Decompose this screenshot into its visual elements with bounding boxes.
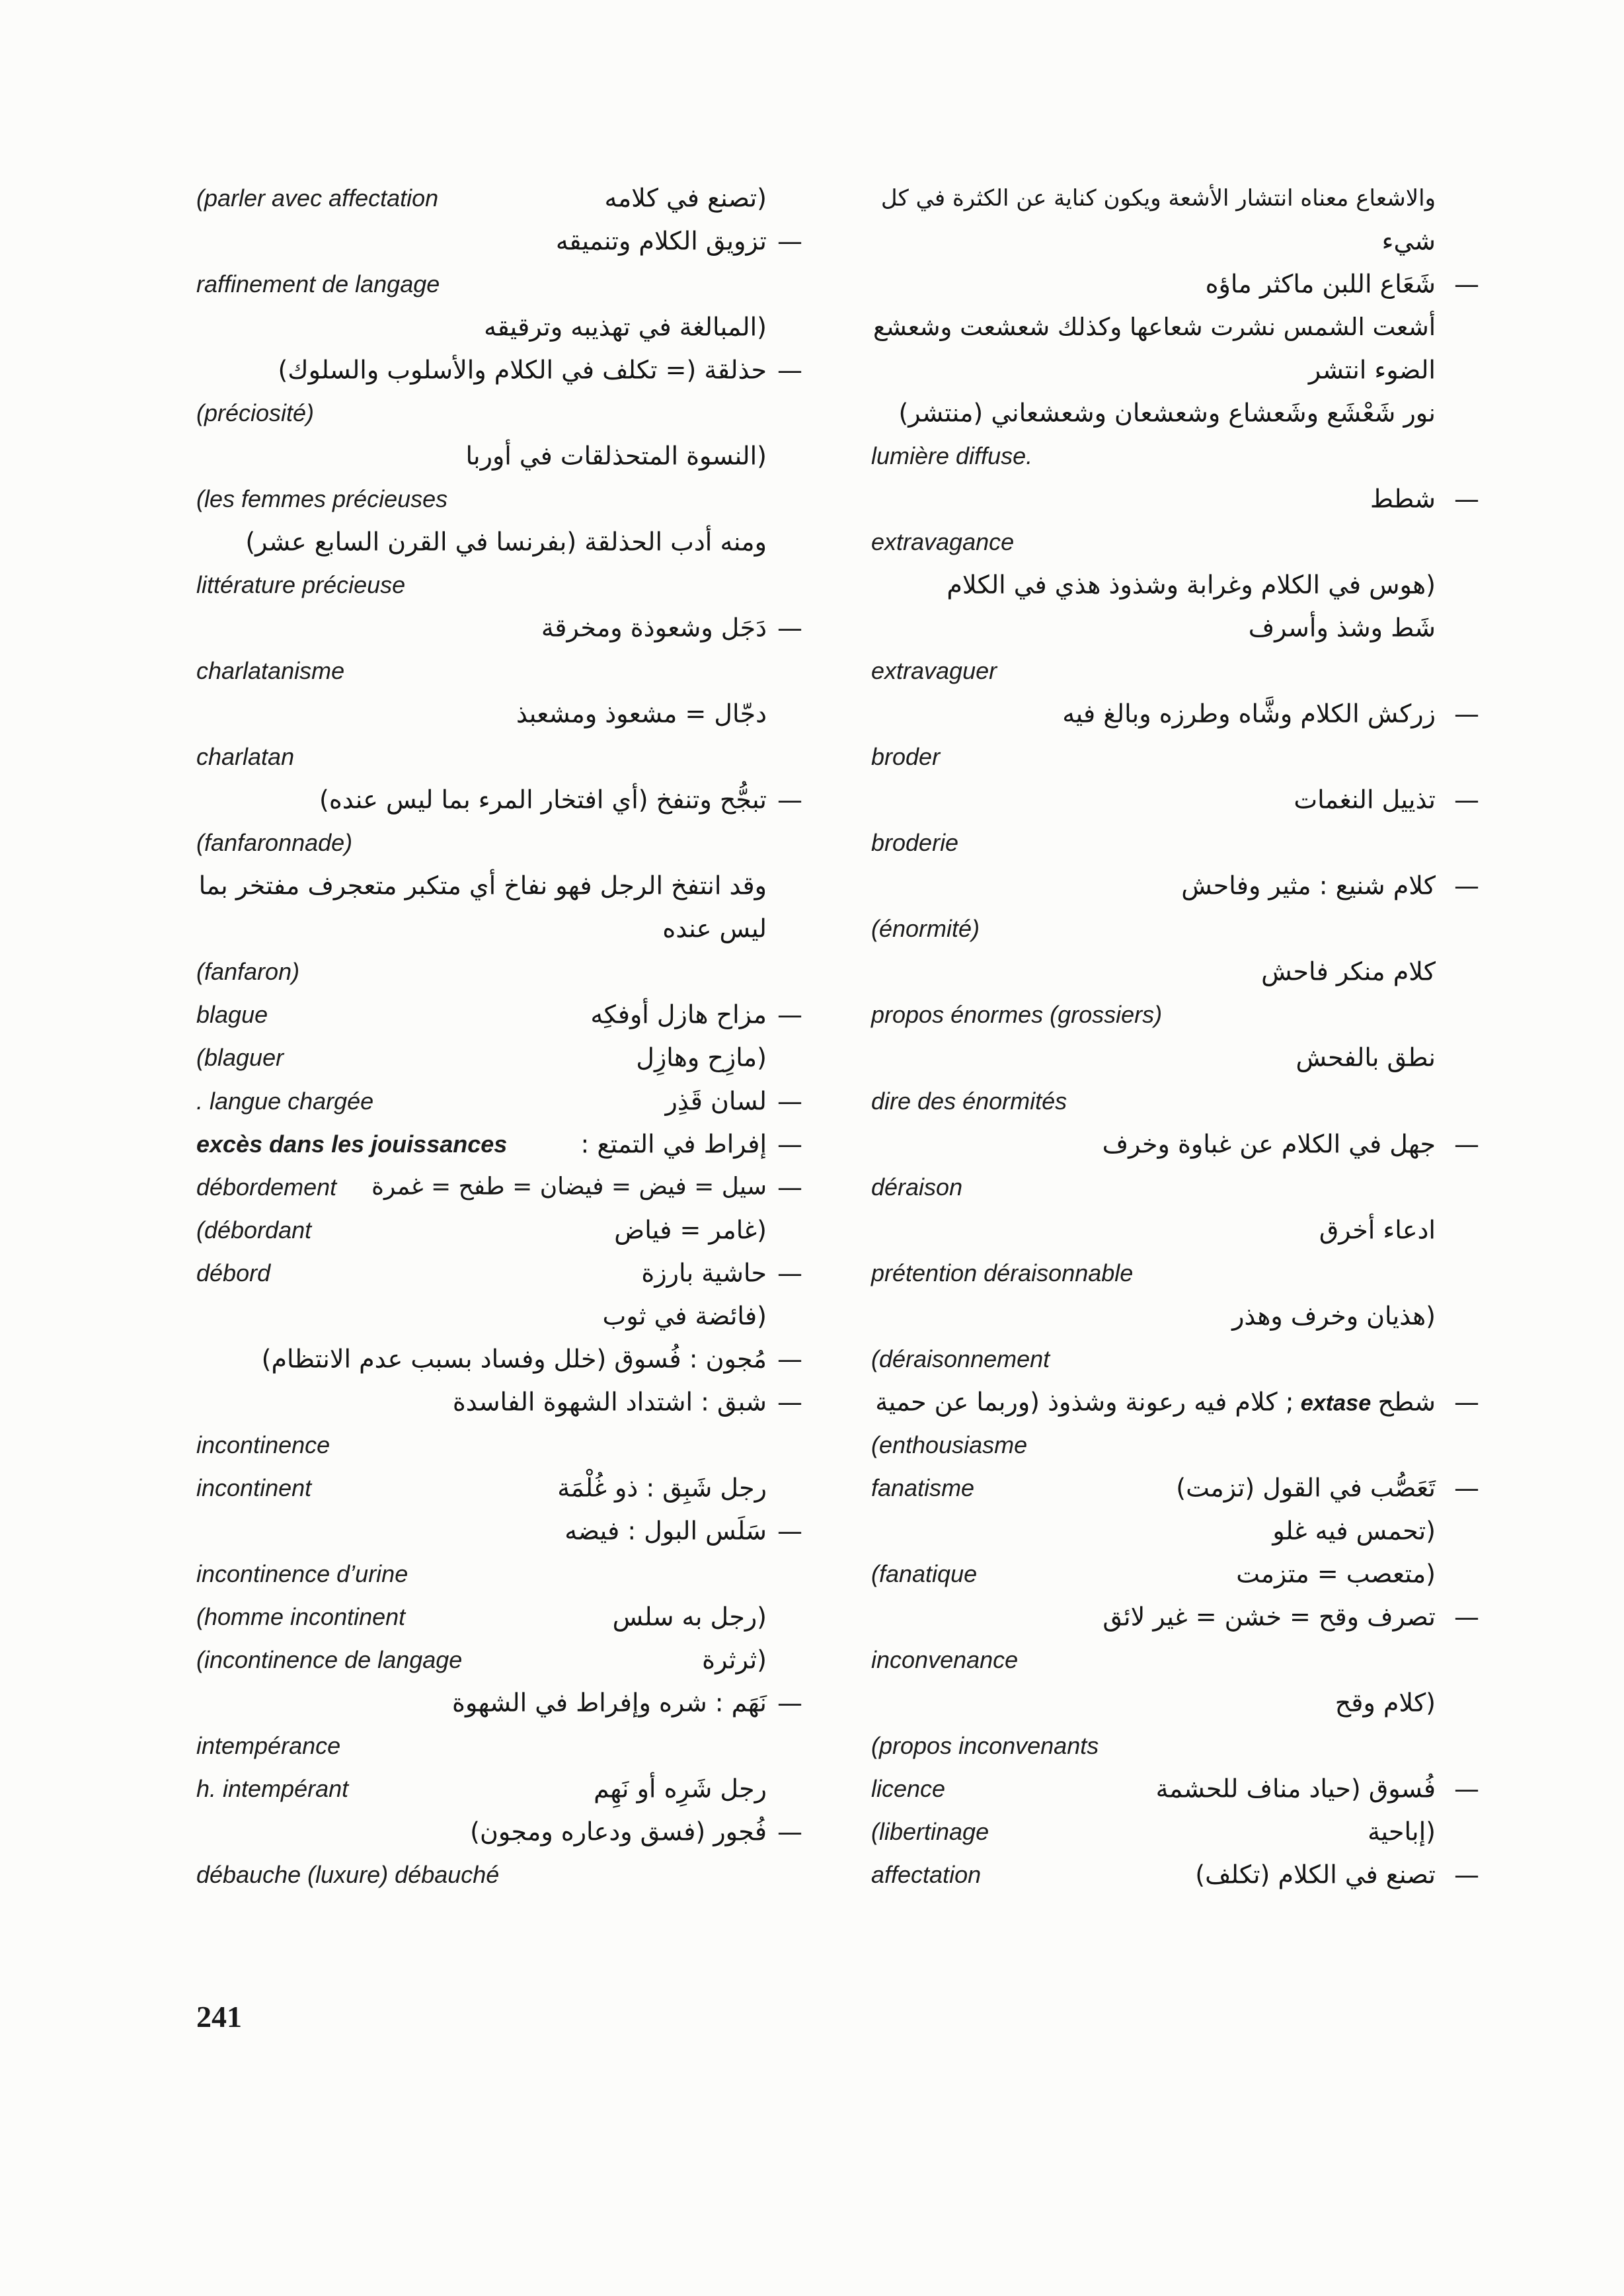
french-term: affectation: [871, 1861, 982, 1889]
entry-row: [196, 908, 803, 951]
french-term: (parler avec affectation: [196, 184, 439, 212]
entry-dash: —: [1454, 1129, 1479, 1159]
french-term: blague: [196, 1001, 268, 1029]
entry-row: [871, 1380, 1481, 1423]
arabic-entry-part: ; كلام فيه رعونة وشذوذ (وربما عن حمية: [875, 1387, 1294, 1417]
entry-row: [871, 305, 1481, 348]
arabic-entry: شَعَاع اللبن ماكثر ماؤه: [1205, 268, 1436, 298]
entry-dash: —: [777, 1516, 802, 1546]
entry-row: [196, 1553, 803, 1596]
french-term: littérature précieuse: [196, 571, 406, 598]
entry-dash: —: [777, 1344, 802, 1374]
arabic-entry: رجل شَرِه أو نَهِم: [594, 1774, 767, 1803]
entry-row: [196, 1166, 803, 1208]
inline-french-term: extase: [1300, 1390, 1372, 1416]
entry-row: [196, 1596, 803, 1639]
entry-row: [196, 1080, 803, 1123]
french-term: (énormité): [871, 915, 980, 943]
entry-row: [871, 1596, 1481, 1639]
arabic-entry: (تحمس فيه غلو: [1272, 1516, 1436, 1546]
french-term: h. intempérant: [196, 1775, 349, 1803]
entry-row: [871, 477, 1481, 520]
arabic-entry: رجل شَبِق : ذو غُلْمَة: [557, 1473, 767, 1503]
entry-row: [196, 1682, 803, 1725]
french-term: (déraisonnement: [871, 1345, 1050, 1372]
entry-row: [196, 305, 803, 348]
french-term: extravagance: [871, 528, 1015, 555]
entry-row: [871, 1251, 1481, 1294]
arabic-entry: تبجُّح وتنفخ (أي افتخار المرء بما ليس عنده): [319, 785, 767, 814]
entry-row: [871, 1423, 1481, 1466]
entry-row: [196, 391, 803, 434]
arabic-entry: (رجل به سلس: [612, 1602, 767, 1632]
arabic-entry: لسان قَذِر: [665, 1086, 767, 1115]
entry-dash: —: [777, 355, 802, 385]
arabic-entry: أشعت الشمس نشرت شعاعها وكذلك شعشعت وشعشع: [872, 312, 1436, 341]
entry-row: [871, 177, 1481, 219]
french-term: (propos inconvenants: [871, 1732, 1099, 1760]
arabic-entry: (تصنع في كلامه: [604, 182, 767, 212]
entry-dash: —: [1454, 1473, 1479, 1503]
entry-row: [871, 434, 1481, 477]
entry-row: [196, 951, 803, 994]
arabic-entry: (المبالغة في تهذيبه وترقيقه: [484, 311, 767, 341]
right-column: [871, 177, 1481, 1897]
entry-row: [871, 1294, 1481, 1337]
french-term: fanatisme: [871, 1474, 975, 1501]
entry-row: [196, 606, 803, 649]
arabic-entry-part: شطح: [1377, 1387, 1436, 1417]
entry-dash: —: [777, 785, 802, 815]
entry-row: [871, 650, 1481, 693]
entry-dash: —: [777, 1688, 802, 1718]
entry-row: [871, 563, 1481, 606]
entry-row: [871, 779, 1481, 822]
arabic-entry: تَعَصُّب في القول (تزمت): [1176, 1473, 1436, 1503]
entry-dash: —: [1454, 785, 1479, 815]
french-term: broder: [871, 743, 941, 771]
french-term: dire des énormités: [871, 1087, 1067, 1115]
entry-row: [871, 1509, 1481, 1552]
arabic-entry: مُجون : فُسوق (خلل وفساد بسبب عدم الانتظام): [261, 1344, 767, 1374]
arabic-entry: الضوء انتشر: [1308, 355, 1436, 385]
arabic-entry: شطط: [1370, 484, 1436, 514]
entry-dash: —: [777, 1129, 802, 1159]
entry-row: [871, 736, 1481, 779]
entry-row: [871, 994, 1481, 1037]
entry-row: [871, 1811, 1481, 1854]
french-term: broderie: [871, 829, 959, 857]
entry-row: [871, 1080, 1481, 1123]
arabic-entry: وقد انتفخ الرجل فهو نفاخ أي متكبر متعجرف مفتخر بما: [198, 871, 767, 900]
entry-row: [196, 822, 803, 865]
arabic-entry: شَط وشذ وأسرف: [1248, 613, 1436, 643]
entry-dash: —: [1454, 699, 1479, 729]
entry-dash: —: [1454, 269, 1479, 299]
left-column: [196, 177, 803, 1897]
french-term: intempérance: [196, 1732, 341, 1760]
entry-row: [871, 391, 1481, 434]
entry-row: [871, 606, 1481, 649]
entry-row: [871, 1639, 1481, 1682]
french-term: incontinence d’urine: [196, 1560, 408, 1588]
entry-dash: —: [777, 1086, 802, 1116]
entry-row: [871, 1166, 1481, 1208]
french-term: licence: [871, 1775, 946, 1803]
entry-row: [196, 1811, 803, 1854]
arabic-entry: حاشية بارزة: [641, 1257, 767, 1287]
arabic-entry: ومنه أدب الحذلقة (بفرنسا في القرن السابع عشر): [245, 527, 767, 557]
entry-row: [196, 1123, 803, 1166]
entry-dash: —: [777, 1258, 802, 1288]
arabic-entry: (غامر = فياض: [614, 1214, 767, 1244]
entry-row: [196, 1037, 803, 1080]
entry-row: [196, 1639, 803, 1682]
french-term: (fanfaronnade): [196, 829, 353, 857]
entry-dash: —: [777, 613, 802, 643]
entry-row: [871, 348, 1481, 391]
arabic-entry: نَهَم : شره وإفراط في الشهوة: [452, 1688, 767, 1718]
french-term: inconvenance: [871, 1646, 1019, 1674]
entry-row: [196, 348, 803, 391]
entry-dash: —: [777, 1000, 802, 1030]
entry-row: [196, 434, 803, 477]
entry-row: [871, 1725, 1481, 1768]
arabic-entry: كلام منكر فاحش: [1261, 957, 1436, 986]
entry-row: [196, 1854, 803, 1897]
entry-row: [196, 563, 803, 606]
entry-row: [196, 1423, 803, 1466]
entry-row: [196, 520, 803, 563]
french-term: (fanfaron): [196, 958, 300, 986]
entry-row: [871, 1123, 1481, 1166]
arabic-entry: (كلام وقح: [1334, 1688, 1436, 1718]
french-term: (préciosité): [196, 399, 315, 426]
french-term: . langue chargée: [196, 1087, 374, 1115]
french-term: prétention déraisonnable: [871, 1259, 1134, 1287]
french-term: débord: [196, 1259, 271, 1287]
entry-dash: —: [777, 1172, 802, 1202]
french-term: extravaguer: [871, 657, 997, 685]
arabic-entry: (متعصب = متزمت: [1236, 1559, 1436, 1589]
entry-row: [196, 693, 803, 736]
french-term: (libertinage: [871, 1818, 989, 1846]
arabic-entry: ليس عنده: [662, 914, 767, 943]
arabic-entry: (هذيان وخرف وهذر: [1232, 1301, 1436, 1331]
arabic-entry: (فائضة في ثوب: [602, 1301, 767, 1331]
arabic-entry: [875, 1386, 1436, 1418]
entry-row: [196, 262, 803, 305]
entry-row: [196, 865, 803, 908]
entry-row: [196, 1509, 803, 1552]
entry-row: [871, 1208, 1481, 1251]
entry-row: [196, 1768, 803, 1811]
arabic-entry: حذلقة (= تكلف في الكلام والأسلوب والسلوك): [278, 355, 767, 385]
entry-row: [196, 1251, 803, 1294]
entry-dash: —: [1454, 1603, 1479, 1632]
entry-dash: —: [1454, 1774, 1479, 1804]
french-term: déraison: [871, 1173, 963, 1201]
french-term: charlatanisme: [196, 657, 345, 685]
french-term: excès dans les jouissances: [196, 1130, 508, 1158]
entry-row: [871, 1553, 1481, 1596]
entry-dash: —: [777, 1387, 802, 1417]
arabic-entry: كلام شنيع : مثير وفاحش: [1181, 871, 1436, 900]
arabic-entry: ادعاء أخرق: [1319, 1214, 1436, 1244]
entry-row: [196, 779, 803, 822]
french-term: charlatan: [196, 743, 295, 771]
arabic-entry: نطق بالفحش: [1295, 1043, 1436, 1072]
arabic-entry: شيء: [1381, 225, 1436, 255]
entry-row: [871, 865, 1481, 908]
arabic-entry: سيل = فيض = فيضان = طفح = غمرة: [371, 1173, 767, 1201]
arabic-entry: سَلَس البول : فيضه: [564, 1516, 767, 1546]
arabic-entry: تصنع في الكلام (تكلف): [1195, 1860, 1436, 1889]
entry-row: [871, 822, 1481, 865]
arabic-entry: (النسوة المتحذلقات في أوربا: [465, 441, 767, 471]
arabic-entry: شبق : اشتداد الشهوة الفاسدة: [452, 1387, 767, 1417]
arabic-entry: زركش الكلام وشَّاه وطرزه وبالغ فيه: [1062, 699, 1436, 729]
entry-row: [196, 1294, 803, 1337]
arabic-entry: نور شَعْشَع وشَعشاع وشعشعان وشعشعاني (منتشر): [898, 398, 1436, 428]
french-term: (homme incontinent: [196, 1603, 406, 1631]
arabic-entry: فُسوق (حياد مناف للحشمة: [1155, 1774, 1436, 1803]
french-term: incontinent: [196, 1474, 312, 1501]
french-term: (blaguer: [196, 1044, 284, 1072]
arabic-entry: جهل في الكلام عن غباوة وخرف: [1102, 1128, 1436, 1158]
entry-row: [196, 219, 803, 262]
entry-row: [871, 693, 1481, 736]
entry-dash: —: [777, 226, 802, 256]
entry-row: [871, 1768, 1481, 1811]
entry-row: [871, 219, 1481, 262]
arabic-entry: دَجَل وشعوذة ومخرقة: [541, 613, 767, 643]
arabic-entry: (هوس في الكلام وغرابة وشذوذ هذي في الكلام: [947, 570, 1436, 600]
entry-row: [196, 994, 803, 1037]
entry-row: [196, 650, 803, 693]
entry-row: [196, 736, 803, 779]
entry-row: [196, 1337, 803, 1380]
entry-row: [196, 1725, 803, 1768]
french-term: (les femmes précieuses: [196, 485, 448, 512]
french-term: (débordant: [196, 1216, 312, 1244]
french-term: incontinence: [196, 1431, 330, 1458]
entry-row: [871, 1682, 1481, 1725]
arabic-entry: إفراط في التمتع :: [580, 1128, 767, 1158]
arabic-entry: مزاح هازل أوفكِه: [590, 1000, 767, 1029]
entry-dash: —: [1454, 1860, 1479, 1890]
entry-row: [871, 1854, 1481, 1897]
entry-dash: —: [1454, 1387, 1479, 1417]
arabic-entry: (إباحية: [1368, 1817, 1436, 1846]
arabic-entry: فُجور (فسق ودعاره ومجون): [470, 1817, 767, 1846]
entry-row: [871, 520, 1481, 563]
entry-row: [871, 1466, 1481, 1509]
arabic-entry: تزويق الكلام وتنميقه: [555, 225, 767, 255]
arabic-entry: تذييل النغمات: [1294, 785, 1436, 814]
arabic-entry: (مازِح وهازِل: [636, 1043, 767, 1072]
entry-row: [871, 262, 1481, 305]
arabic-entry: تصرف وقح = خشن = غير لائق: [1102, 1602, 1436, 1632]
entry-dash: —: [1454, 484, 1479, 514]
arabic-entry: (ثرثرة: [702, 1645, 767, 1675]
french-term: (incontinence de langage: [196, 1646, 463, 1674]
entry-row: [196, 177, 803, 219]
entry-row: [196, 477, 803, 520]
entry-row: [871, 1337, 1481, 1380]
french-term: raffinement de langage: [196, 270, 440, 297]
page-number: 241: [196, 2000, 242, 2034]
arabic-entry: دجّال = مشعوذ ومشعبذ: [516, 699, 767, 729]
french-term: débauche (luxure) débauché: [196, 1861, 500, 1889]
entry-row: [196, 1380, 803, 1423]
french-term: débordement: [196, 1173, 337, 1201]
french-term: (enthousiasme: [871, 1431, 1028, 1458]
entry-dash: —: [1454, 871, 1479, 901]
entry-row: [871, 951, 1481, 994]
french-term: lumière diffuse.: [871, 442, 1033, 469]
entry-row: [196, 1466, 803, 1509]
entry-row: [871, 1037, 1481, 1080]
arabic-entry: والاشعاع معناه انتشار الأشعة ويكون كناية عن الكثرة في كل: [880, 184, 1436, 212]
entry-row: [871, 908, 1481, 951]
entry-dash: —: [777, 1817, 802, 1847]
french-term: propos énormes (grossiers): [871, 1001, 1163, 1029]
entry-row: [196, 1208, 803, 1251]
french-term: (fanatique: [871, 1560, 978, 1588]
